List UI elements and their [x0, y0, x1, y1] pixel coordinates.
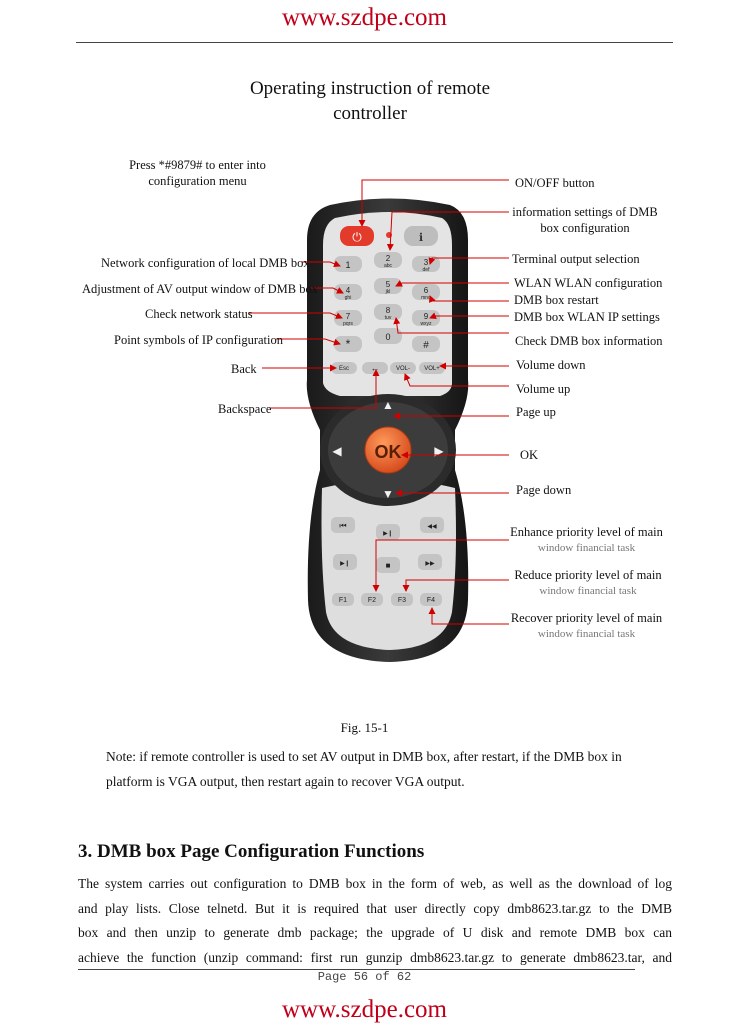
f3-label: F3 [397, 597, 407, 604]
label-back: Back [231, 362, 257, 376]
key-5-sub: jkl [385, 289, 391, 295]
key-3[interactable] [412, 256, 440, 273]
dpad-up-icon[interactable]: ▲ [382, 398, 394, 412]
key-8-sub: tuv [384, 315, 392, 321]
power-button[interactable] [340, 226, 374, 246]
key-hash[interactable] [412, 336, 440, 352]
dpad-right-icon[interactable]: ▶ [434, 444, 444, 458]
paragraph-line3: box and then unzip to generate dmb package; the upgrade of U disk and remote DMB box can [78, 925, 672, 940]
key-8-label: 8 [385, 306, 391, 315]
label-info-line1: information settings of DMB [512, 205, 658, 219]
label-enhance-line2: window financial task [537, 542, 636, 554]
paragraph-line4: achieve the function (unzip command: first run gunzip dmb8623.tar.gz to generate dmb8623.tar, and [78, 949, 672, 965]
label-check-info: Check DMB box information [515, 334, 663, 348]
label-enhance-line1: Enhance priority level of main [510, 525, 663, 539]
key-0-label: 0 [385, 332, 391, 342]
paragraph-line2: and play lists. Close telnetd. But it is required that user directly copy dmb8623.tar.gz to the DMB [78, 900, 672, 916]
label-info [509, 204, 661, 236]
rewind-button[interactable] [420, 517, 444, 533]
label-onoff: ON/OFF button [515, 176, 595, 190]
note-line2: platform is VGA output, then restart again to recover VGA output. [106, 774, 465, 789]
key-1[interactable] [334, 256, 362, 272]
key-star-label: * [345, 337, 351, 351]
label-reduce-line2: window financial task [539, 585, 637, 597]
dpad-left-icon[interactable]: ◀ [332, 444, 342, 458]
label-ip-symbols: Point symbols of IP configuration [114, 333, 283, 347]
key-4-label: 4 [345, 286, 351, 295]
vol-up-button[interactable] [419, 362, 445, 374]
label-network-config: Network configuration of local DMB box [101, 256, 310, 270]
vol-down-label: VOL- [395, 366, 411, 372]
figure-title-line1: Operating instruction of remote [249, 78, 491, 99]
key-6-sub: mno [421, 295, 431, 301]
label-av-output: Adjustment of AV output window of DMB box [82, 282, 319, 296]
label-page-down: Page down [516, 483, 572, 497]
key-6[interactable] [412, 284, 440, 301]
label-recover [509, 610, 664, 642]
fast-forward-button[interactable] [418, 554, 442, 570]
stop-button[interactable] [376, 557, 400, 573]
label-config-menu-line2: configuration menu [148, 174, 247, 188]
label-config-menu-line1: Press *#9879# to enter into [129, 158, 266, 172]
section-paragraph [78, 872, 672, 970]
figure-title-line2: controller [333, 103, 407, 124]
key-9-sub: wxyz [420, 321, 432, 327]
label-vol-up: Volume up [516, 382, 571, 396]
rewind-icon: ◀◀ [427, 524, 437, 530]
header-site-link[interactable]: www.szdpe.com [281, 4, 447, 31]
f1-label: F1 [338, 597, 348, 604]
key-hash-label: # [423, 340, 429, 351]
f4-button[interactable] [420, 593, 442, 606]
play-pause-icon: ▶❙ [383, 531, 393, 537]
f2-label: F2 [367, 597, 377, 604]
page-number: Page 56 of 62 [317, 970, 412, 984]
label-page-up: Page up [516, 405, 556, 419]
footer-site-link[interactable]: www.szdpe.com [281, 996, 447, 1023]
label-recover-line1: Recover priority level of main [510, 611, 663, 625]
key-9[interactable] [412, 310, 440, 327]
esc-label: Esc [338, 366, 350, 372]
key-7-sub: pqrs [343, 321, 353, 327]
vol-down-button[interactable] [390, 362, 416, 374]
key-7[interactable] [334, 310, 362, 327]
paragraph-line1: The system carries out configuration to DMB box in the form of web, as well as the download of log [78, 876, 672, 891]
key-6-label: 6 [423, 286, 429, 295]
power-icon: ⏻ [352, 230, 362, 244]
key-3-sub: def [422, 267, 430, 273]
key-4[interactable] [334, 284, 362, 301]
prev-icon: ⏮ [339, 521, 347, 530]
label-network-status: Check network status [145, 307, 253, 321]
next-icon: ▶❙ [340, 561, 350, 567]
f3-button[interactable] [391, 593, 413, 606]
info-button[interactable] [404, 226, 438, 246]
backspace-button[interactable] [362, 362, 388, 374]
label-restart: DMB box restart [514, 293, 599, 307]
stop-icon: ■ [385, 561, 391, 570]
label-backspace: Backspace [218, 402, 272, 416]
key-2-label: 2 [385, 254, 391, 263]
note-line1: Note: if remote controller is used to set AV output in DMB box, after restart, if the DMB box in [106, 749, 622, 764]
key-4-sub: ghi [344, 295, 352, 301]
key-8[interactable] [374, 304, 402, 321]
f2-button[interactable] [361, 593, 383, 606]
label-vol-down: Volume down [516, 358, 586, 372]
key-7-label: 7 [345, 312, 351, 321]
key-1-label: 1 [345, 260, 351, 270]
key-2[interactable] [374, 252, 402, 269]
key-3-label: 3 [423, 258, 429, 267]
prev-button[interactable] [331, 517, 355, 533]
figure-caption: Fig. 15-1 [340, 720, 389, 735]
key-5-label: 5 [385, 280, 391, 289]
label-config-menu [110, 157, 285, 189]
key-2-sub: abc [383, 263, 393, 269]
label-reduce [512, 567, 664, 599]
label-wlan: WLAN WLAN configuration [514, 276, 663, 290]
label-ok: OK [520, 448, 539, 462]
label-info-line2: box configuration [540, 221, 630, 235]
note-block [106, 744, 676, 794]
ok-button[interactable] [365, 427, 411, 473]
vol-up-label: VOL+ [424, 366, 440, 372]
key-9-label: 9 [423, 312, 429, 321]
f4-label: F4 [426, 597, 436, 604]
ok-label: OK [374, 442, 402, 462]
f1-button[interactable] [332, 593, 354, 606]
label-wlan-ip: DMB box WLAN IP settings [514, 310, 660, 324]
next-button[interactable] [333, 554, 357, 570]
section-heading: 3. DMB box Page Configuration Functions [78, 841, 425, 862]
label-recover-line2: window financial task [537, 628, 636, 640]
info-icon: ℹ [418, 232, 424, 244]
label-reduce-line1: Reduce priority level of main [514, 568, 662, 582]
key-star[interactable] [334, 336, 362, 352]
fast-forward-icon: ▶▶ [425, 561, 435, 567]
label-enhance [509, 524, 664, 556]
label-terminal: Terminal output selection [512, 252, 640, 266]
backspace-icon: ← [370, 363, 380, 373]
dpad-down-icon[interactable]: ▼ [382, 487, 394, 501]
play-pause-button[interactable] [376, 524, 400, 540]
key-5[interactable] [374, 278, 402, 295]
